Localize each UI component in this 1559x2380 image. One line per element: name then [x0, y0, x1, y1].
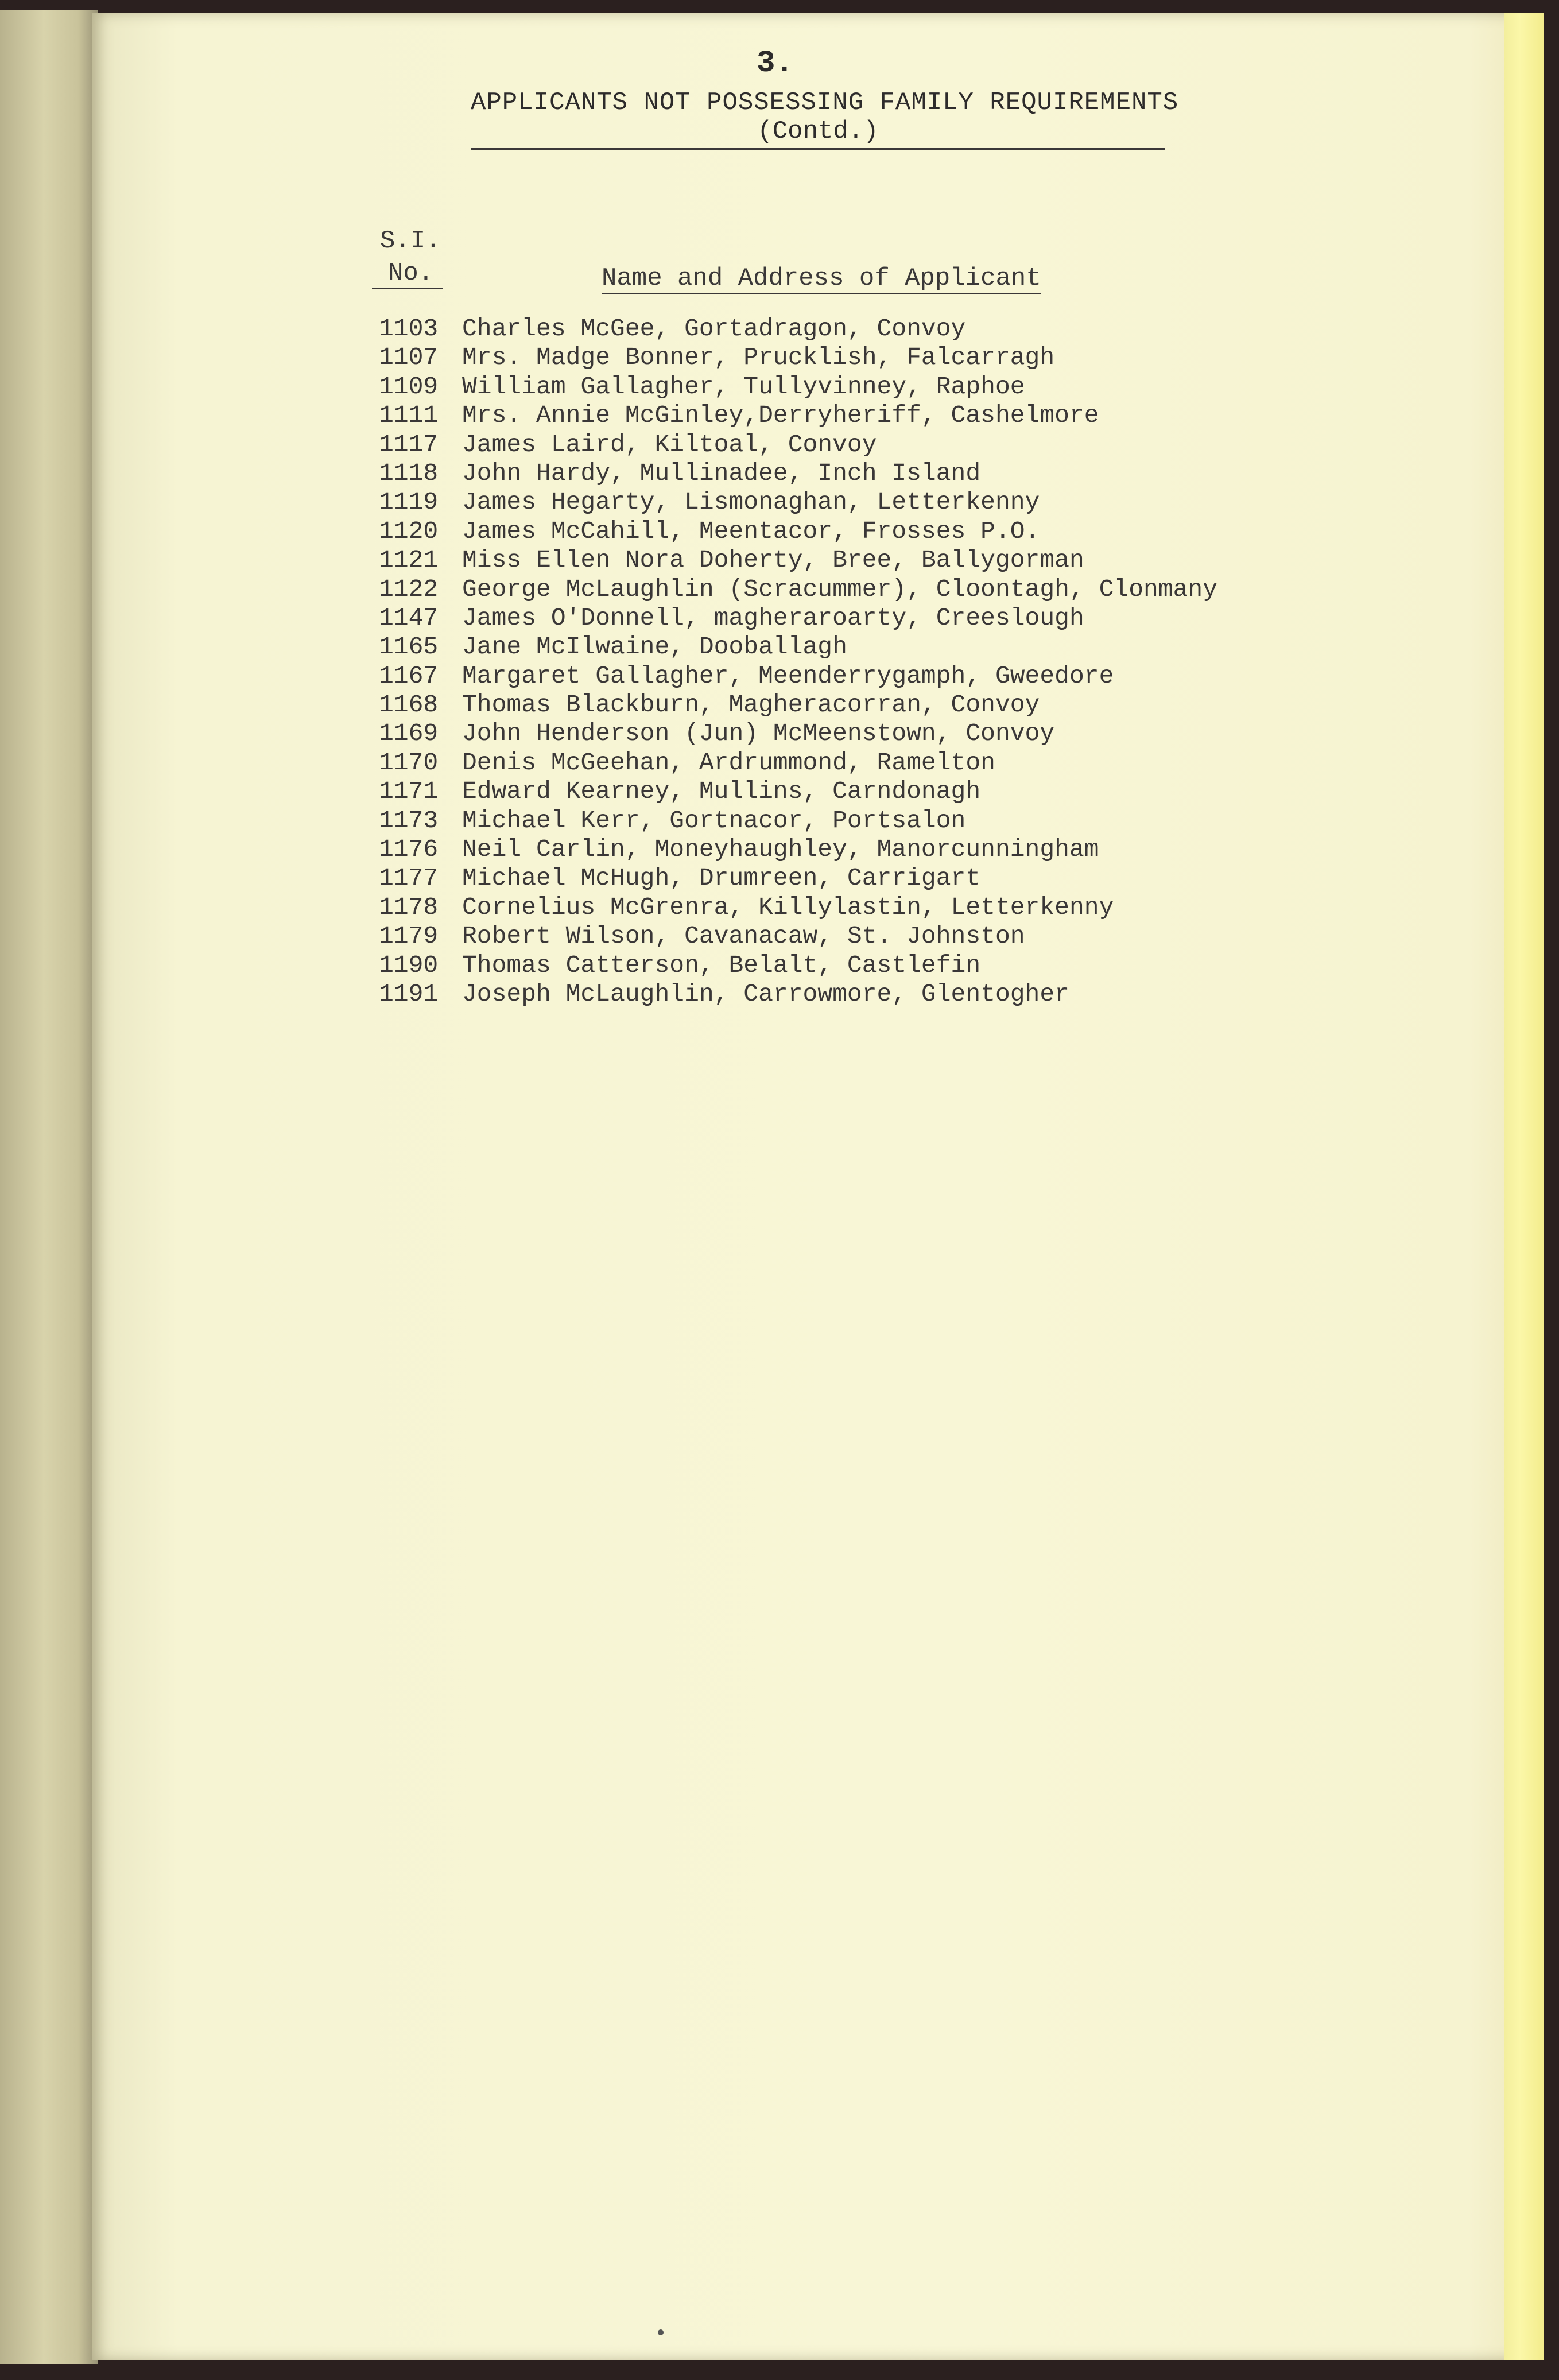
- applicant-name-address: Charles McGee, Gortadragon, Convoy: [462, 315, 966, 343]
- applicant-name-address: Edward Kearney, Mullins, Carndonagh: [462, 777, 981, 806]
- column-header-name-address: Name and Address of Applicant: [602, 264, 1041, 294]
- applicant-row: [379, 401, 1217, 430]
- applicant-row: [379, 343, 1217, 372]
- serial-number: 1111: [379, 401, 439, 430]
- applicant-row: [379, 315, 1217, 343]
- applicant-name-address: Miss Ellen Nora Doherty, Bree, Ballygorman: [462, 546, 1084, 575]
- applicant-row: [379, 575, 1217, 604]
- applicant-row: [379, 604, 1217, 633]
- applicant-name-address: John Hardy, Mullinadee, Inch Island: [462, 459, 981, 487]
- applicant-name-address: Margaret Gallagher, Meenderrygamph, Gweedore: [462, 661, 1114, 690]
- applicant-name-address: Joseph McLaughlin, Carrowmore, Glentogher: [462, 979, 1069, 1008]
- page-number: 3.: [757, 46, 794, 81]
- applicant-name-address: Robert Wilson, Cavanacaw, St. Johnston: [462, 922, 1025, 951]
- title-underline: [471, 148, 1165, 150]
- serial-number: 1190: [379, 951, 439, 979]
- applicant-row: [379, 373, 1217, 401]
- applicant-row: [379, 922, 1217, 951]
- applicant-row: [379, 777, 1217, 806]
- serial-number: 1121: [379, 546, 439, 575]
- serial-number: 1119: [379, 488, 439, 517]
- applicant-name-address: James O'Donnell, magheraroarty, Creeslough: [462, 603, 1084, 632]
- serial-number: 1168: [379, 691, 439, 719]
- serial-number: 1171: [379, 777, 439, 806]
- serial-number: 1179: [379, 922, 439, 951]
- applicant-row: [379, 719, 1217, 748]
- applicant-row: [379, 951, 1217, 980]
- serial-number: 1122: [379, 575, 439, 603]
- applicant-name-address: Denis McGeehan, Ardrummond, Ramelton: [462, 748, 995, 777]
- serial-number: 1118: [379, 459, 439, 487]
- serial-number: 1170: [379, 748, 439, 777]
- applicant-name-address: James McCahill, Meentacor, Frosses P.O.: [462, 517, 1040, 545]
- applicant-row: [379, 459, 1217, 488]
- serial-number: 1147: [379, 603, 439, 632]
- applicant-name-address: George McLaughlin (Scracummer), Cloontagh, Clonmany: [462, 575, 1218, 603]
- ink-speck: [658, 2329, 664, 2335]
- applicant-row: [379, 633, 1217, 661]
- applicant-name-address: Michael McHugh, Drumreen, Carrigart: [462, 864, 981, 893]
- applicant-name-address: Michael Kerr, Gortnacor, Portsalon: [462, 806, 966, 835]
- applicant-row: [379, 980, 1217, 1009]
- serial-number: 1109: [379, 372, 439, 401]
- page-title: APPLICANTS NOT POSSESSING FAMILY REQUIREMENTS: [471, 88, 1179, 117]
- serial-number: 1103: [379, 315, 439, 343]
- applicant-list: [379, 315, 1217, 1009]
- serial-number: 1173: [379, 806, 439, 835]
- applicant-row: [379, 893, 1217, 922]
- column-header-serial-line1: S.I.: [380, 227, 441, 255]
- applicant-row: [379, 517, 1217, 546]
- facing-page-edge: [0, 10, 98, 2364]
- applicant-name-address: Mrs. Annie McGinley,Derryheriff, Cashelmore: [462, 401, 1099, 430]
- applicant-name-address: Neil Carlin, Moneyhaughley, Manorcunningham: [462, 835, 1099, 864]
- applicant-name-address: James Laird, Kiltoal, Convoy: [462, 430, 877, 459]
- page-subtitle: (Contd.): [757, 117, 879, 146]
- page-stack-edge: [1504, 13, 1544, 2360]
- applicant-name-address: Mrs. Madge Bonner, Prucklish, Falcarragh: [462, 343, 1055, 372]
- serial-number: 1178: [379, 893, 439, 921]
- applicant-name-address: Thomas Blackburn, Magheracorran, Convoy: [462, 691, 1040, 719]
- serial-number: 1120: [379, 517, 439, 545]
- serial-number: 1107: [379, 343, 439, 372]
- serial-number: 1167: [379, 661, 439, 690]
- applicant-row: [379, 662, 1217, 691]
- serial-number: 1177: [379, 864, 439, 893]
- applicant-name-address: Jane McIlwaine, Dooballagh: [462, 633, 847, 661]
- applicant-row: [379, 546, 1217, 575]
- applicant-row: [379, 835, 1217, 864]
- applicant-row: [379, 488, 1217, 517]
- applicant-name-address: James Hegarty, Lismonaghan, Letterkenny: [462, 488, 1040, 517]
- serial-number: 1165: [379, 633, 439, 661]
- applicant-name-address: Cornelius McGrenra, Killylastin, Letterkenny: [462, 893, 1114, 921]
- applicant-name-address: William Gallagher, Tullyvinney, Raphoe: [462, 372, 1025, 401]
- applicant-row: [379, 864, 1217, 893]
- applicant-name-address: Thomas Catterson, Belalt, Castlefin: [462, 951, 981, 979]
- column-header-serial: [380, 225, 443, 289]
- serial-number: 1191: [379, 979, 439, 1008]
- applicant-name-address: John Henderson (Jun) McMeenstown, Convoy: [462, 719, 1055, 748]
- serial-number: 1117: [379, 430, 439, 459]
- applicant-row: [379, 807, 1217, 835]
- serial-number: 1169: [379, 719, 439, 748]
- applicant-row: [379, 431, 1217, 459]
- serial-number: 1176: [379, 835, 439, 864]
- column-header-serial-line2: No.: [372, 259, 443, 289]
- applicant-row: [379, 691, 1217, 719]
- applicant-row: [379, 749, 1217, 777]
